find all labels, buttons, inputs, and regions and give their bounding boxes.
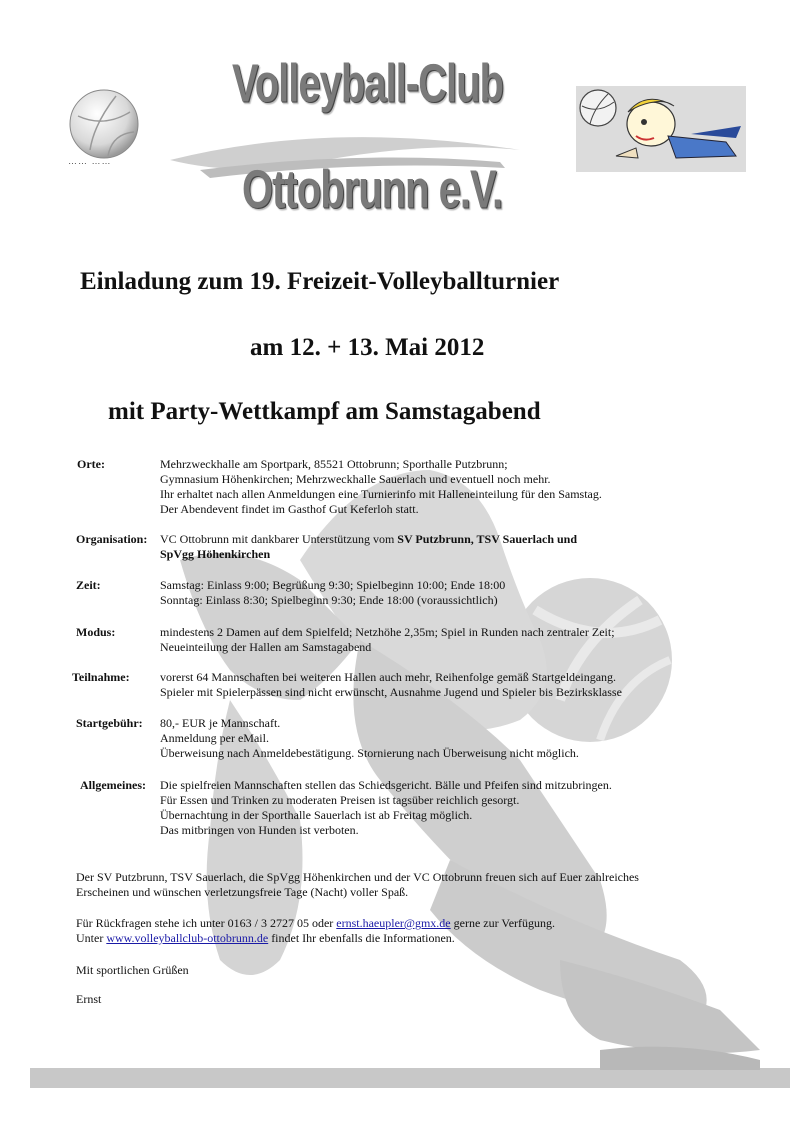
headline-invitation: Einladung zum 19. Freizeit-Volleyballturnier <box>80 268 560 295</box>
club-name-line2: Ottobrunn e.V. <box>242 160 503 220</box>
label-modus: Modus: <box>76 625 116 639</box>
closing-line: Der SV Putzbrunn, TSV Sauerlach, die SpVgg Höhenkirchen und der VC Ottobrunn freuen sich auf Euer zahlreiches <box>76 870 639 884</box>
headline-party: mit Party-Wettkampf am Samstagabend <box>108 398 541 425</box>
startgebuehr-line: Anmeldung per eMail. <box>160 731 269 745</box>
label-allgemeines: Allgemeines: <box>80 778 146 792</box>
zeit-line: Sonntag: Einlass 8:30; Spielbeginn 9:30; Ende 18:00 (voraussichtlich) <box>160 593 498 607</box>
modus-line: mindestens 2 Damen auf dem Spielfeld; Netzhöhe 2,35m; Spiel in Runden nach zentraler Zeit; <box>160 625 615 639</box>
label-orte: Orte: <box>77 457 105 471</box>
allgemeines-line: Übernachtung in der Sporthalle Sauerlach ist ab Freitag möglich. <box>160 808 473 822</box>
website-link[interactable]: www.volleyballclub-ottobrunn.de <box>106 931 269 945</box>
organisation-text: VC Ottobrunn mit dankbarer Unterstützung vom <box>160 532 398 546</box>
modus-line: Neueinteilung der Hallen am Samstagabend <box>160 640 372 654</box>
contact-paragraph <box>76 916 555 946</box>
label-zeit: Zeit: <box>76 578 101 592</box>
label-startgebuehr: Startgebühr: <box>76 716 143 730</box>
organisation-partners: SV Putzbrunn, TSV Sauerlach und <box>397 532 578 546</box>
web-text-end: findet Ihr ebenfalls die Informationen. <box>268 931 455 945</box>
email-link[interactable]: ernst.haeupler@gmx.de <box>336 916 451 930</box>
startgebuehr-line: 80,- EUR je Mannschaft. <box>160 716 281 730</box>
signature: Ernst <box>76 992 102 1006</box>
greeting: Mit sportlichen Grüßen <box>76 963 189 977</box>
club-name-line1: Volleyball-Club <box>232 54 503 114</box>
closing-line: Erscheinen und wünschen verletzungsfreie Tage (Nacht) voller Spaß. <box>76 885 409 899</box>
organisation-partners-cont: SpVgg Höhenkirchen <box>160 547 271 561</box>
orte-line: Mehrzweckhalle am Sportpark, 85521 Ottobrunn; Sporthalle Putzbrunn; <box>160 457 508 471</box>
volleyball-icon <box>68 88 140 160</box>
label-organisation: Organisation: <box>76 532 148 546</box>
closing-paragraph <box>76 870 639 900</box>
cartoon-player-image <box>576 86 746 172</box>
allgemeines-line: Für Essen und Trinken zu moderaten Preisen ist tagsüber reichlich gesorgt. <box>160 793 520 807</box>
web-text: Unter <box>76 931 107 945</box>
contact-text-end: gerne zur Verfügung. <box>450 916 556 930</box>
headline-date: am 12. + 13. Mai 2012 <box>250 334 485 361</box>
teilnahme-line: Spieler mit Spielerpässen sind nicht erwünscht, Ausnahme Jugend und Spieler bis Bezirksklasse <box>160 685 622 699</box>
orte-line: Ihr erhaltet nach allen Anmeldungen eine Turnierinfo mit Halleneinteilung für den Samstag. <box>160 487 602 501</box>
orte-line: Gymnasium Höhenkirchen; Mehrzweckhalle Sauerlach und eventuell noch mehr. <box>160 472 551 486</box>
decorative-dots: …… …… <box>68 156 112 166</box>
label-teilnahme: Teilnahme: <box>72 670 130 684</box>
orte-line: Der Abendevent findet im Gasthof Gut Keferloh statt. <box>160 502 419 516</box>
allgemeines-line: Das mitbringen von Hunden ist verboten. <box>160 823 359 837</box>
zeit-line: Samstag: Einlass 9:00; Begrüßung 9:30; Spielbeginn 10:00; Ende 18:00 <box>160 578 506 592</box>
startgebuehr-line: Überweisung nach Anmeldebestätigung. Stornierung nach Überweisung nicht möglich. <box>160 746 579 760</box>
teilnahme-line: vorerst 64 Mannschaften bei weiteren Hallen auch mehr, Reihenfolge gemäß Startgeldeingang. <box>160 670 617 684</box>
allgemeines-line: Die spielfreien Mannschaften stellen das Schiedsgericht. Bälle und Pfeifen sind mitzubringen. <box>160 778 612 792</box>
contact-text: Für Rückfragen stehe ich unter 0163 / 3 2727 05 oder <box>76 916 337 930</box>
